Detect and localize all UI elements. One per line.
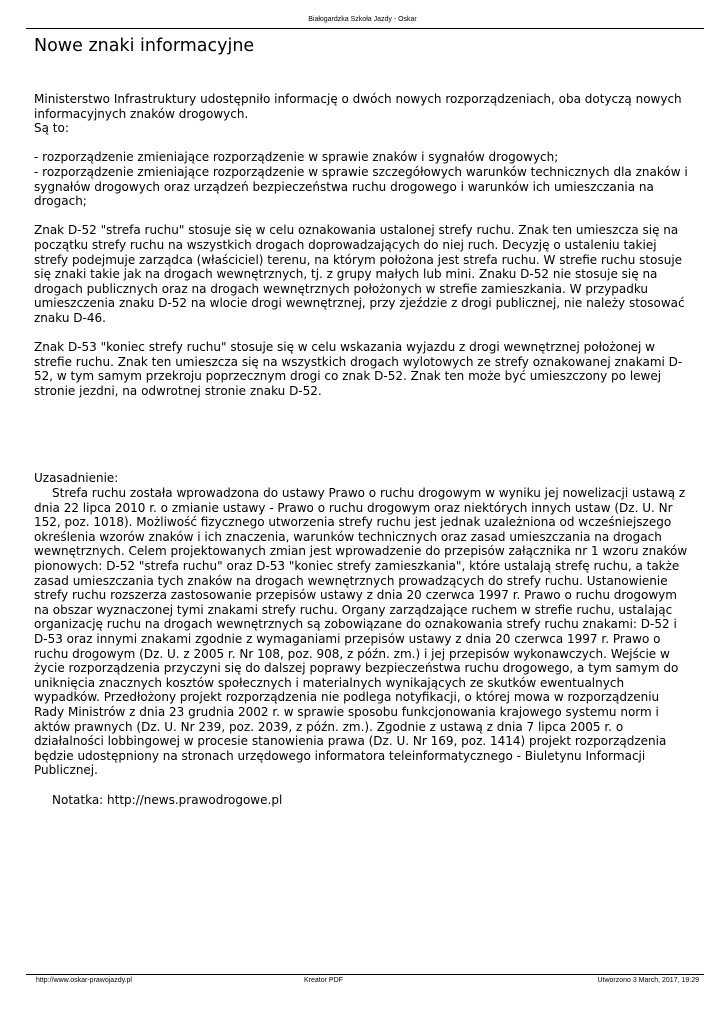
header-divider xyxy=(26,28,704,29)
article-body xyxy=(34,92,690,807)
justification-label: Uzasadnienie: xyxy=(34,471,119,486)
source-note: Notatka: http://news.prawodrogowe.pl xyxy=(52,792,283,807)
list-item: - rozporządzenie zmieniające rozporządzenie w sprawie szczegółowych warunków technicznych dla znaków i sygnałów drogowych oraz urządzeń bezpieczeństwa ruchu drogowego i warunków ich umieszczania na drogach; xyxy=(34,164,688,209)
footer-divider xyxy=(26,974,704,975)
header-site-name: Białogardzka Szkoła Jazdy - Oskar xyxy=(308,16,417,23)
footer-url-link[interactable]: http://www.oskar-prawojazdy.pl xyxy=(36,977,132,984)
intro-paragraph: Ministerstwo Infrastruktury udostępniło informację o dwóch nowych rozporządzeniach, oba dotyczą nowych informacyjnych znaków drogowych. xyxy=(34,92,682,121)
footer-generator: Kreator PDF xyxy=(304,977,343,984)
list-item: - rozporządzenie zmieniające rozporządzenie w sprawie znaków i sygnałów drogowych; xyxy=(34,150,559,165)
article-title: Nowe znaki informacyjne xyxy=(34,36,255,56)
intro-list-lead: Są to: xyxy=(34,121,69,136)
sign-d52-paragraph: Znak D-52 "strefa ruchu" stosuje się w celu oznakowania ustalonej strefy ruchu. Znak ten umieszcza się na początku strefy ruchu na wszystkich drogach doprowadzających do niej ruch. Decyzję o ustaleniu takiej strefy podejmuje zarządca (właściciel) terenu, na którym położona jest strefa ruchu. W strefie ruchu stosuje się znaki takie jak na drogach wewnętrznych, tj. z grupy małych lub mini. Znaku D-52 nie stosuje się na drogach publicznych oraz na drogach wewnętrznych położonych w strefie zamieszkania. W przypadku umieszczenia znaku D-52 na wlocie drogi wewnętrznej, przy zjeździe z drogi publicznej, nie należy stosować znaku D-46. xyxy=(34,223,685,325)
footer-created-date: Utworzono 3 March, 2017, 19:29 xyxy=(597,977,699,984)
sign-d53-paragraph: Znak D-53 "koniec strefy ruchu" stosuje się w celu wskazania wyjazdu z drogi wewnętrznej położonej w strefie ruchu. Znak ten umieszcza się na wszystkich drogach wylotowych ze strefy oznakowanej znakami D-52, w tym samym przekroju poprzecznym drogi co znak D-52. Znak ten może być umieszczony po lewej stronie jezdni, na odwrotnej stronie znaku D-52. xyxy=(34,340,683,398)
justification-paragraph: Strefa ruchu została wprowadzona do ustawy Prawo o ruchu drogowym w wyniku jej nowelizacji ustawą z dnia 22 lipca 2010 r. o zmianie ustawy - Prawo o ruchu drogowym oraz niektórych innych ustaw (Dz. U. Nr 152, poz. 1018). Możliwość fizycznego utworzenia strefy ruchu jest jednak uzależniona od wcześniejszego określenia wzorów znaków i ich znaczenia, warunków technicznych oraz zasad umieszczania na drogach wewnętrznych. Celem projektowanych zmian jest wprowadzenie do przepisów załącznika nr 1 wzoru znaków pionowych: D-52 "strefa ruchu" oraz D-53 "koniec strefy zamieszkania", które ustalają strefę ruchu, a także zasad umieszczania tych znaków na drogach wewnętrznych prowadzących do strefy ruchu. Ustanowienie strefy ruchu rozszerza zastosowanie przepisów ustawy z dnia 20 czerwca 1997 r. Prawo o ruchu drogowym na obszar wyznaczonej tymi znakami strefy ruchu. Organy zarządzające ruchem w strefie ruchu, ustalając organizację ruchu na drogach wewnętrznych są zobowiązane do oznakowania strefy ruchu znakami: D-52 i D-53 oraz innymi znakami zgodnie z wymaganiami przepisów ustawy z dnia 20 czerwca 1997 r. Prawo o ruchu drogowym (Dz. U. z 2005 r. Nr 108, poz. 908, z późn. zm.) i jej przepisów wykonawczych. Wejście w życie rozporządzenia przyczyni się do dalszej poprawy bezpieczeństwa ruchu drogowego, a tym samym do uniknięcia znacznych kosztów społecznych i materialnych wynikających ze skutków ewentualnych wypadków. Przedłożony projekt rozporządzenia nie podlega notyfikacji, o której mowa w rozporządzeniu Rady Ministrów z dnia 23 grudnia 2002 r. w sprawie sposobu funkcjonowania krajowego systemu norm i aktów prawnych (Dz. U. Nr 239, poz. 2039, z późn. zm.). Zgodnie z ustawą z dnia 7 lipca 2005 r. o działalności lobbingowej w procesie stanowienia prawa (Dz. U. Nr 169, poz. 1414) projekt rozporządzenia będzie udostępniony na stronach urzędowego informatora teleinformatycznego - Biuletynu Informacji Publicznej. xyxy=(34,486,688,778)
